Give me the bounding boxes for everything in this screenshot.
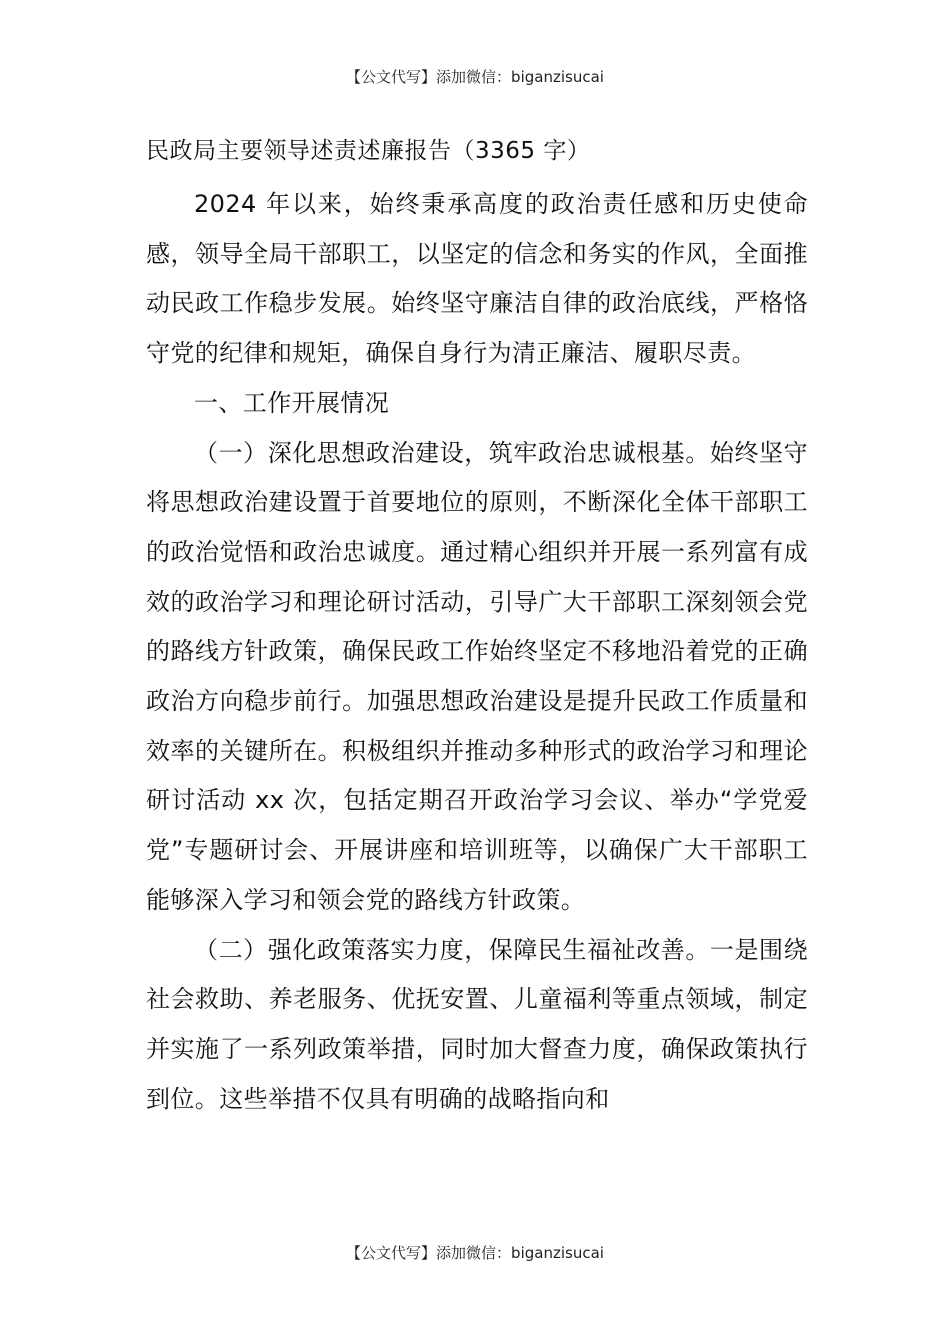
paragraph-subsection-2: （二）强化政策落实力度，保障民生福祉改善。一是围绕社会救助、养老服务、优抚安置、儿童福利等重点领域，制定并实施了一系列政策举措，同时加大督查力度，确保政策执行到位。这些举措不仅具有明确的战略指向和 [146, 935, 808, 1113]
paragraph-subsection-1: （一）深化思想政治建设，筑牢政治忠诚根基。始终坚守将思想政治建设置于首要地位的原则，不断深化全体干部职工的政治觉悟和政治忠诚度。通过精心组织并开展一系列富有成效的政治学习和理论研讨活动，引导广大干部职工深刻领会党的路线方针政策，确保民政工作始终坚定不移地沿着党的正确政治方向稳步前行。加强思想政治建设是提升民政工作质量和效率的关键所在。积极组织并推动多种形式的政治学习和理论研讨活动 xx 次，包括定期召开政治学习会议、举办“学党爱党”专题研讨会、开展讲座和培训班等，以确保广大干部职工能够深入学习和领会党的路线方针政策。 [146, 438, 808, 914]
page-header: 【公文代写】添加微信：biganzisucai [346, 68, 604, 86]
page-footer: 【公文代写】添加微信：biganzisucai [346, 1244, 604, 1262]
document-title: 民政局主要领导述责述廉报告（3365 字） [146, 138, 591, 164]
document-body [146, 180, 808, 1124]
section-heading: 一、工作开展情况 [194, 388, 390, 417]
paragraph-intro: 2024 年以来，始终秉承高度的政治责任感和历史使命感，领导全局干部职工，以坚定的信念和务实的作风，全面推动民政工作稳步发展。始终坚守廉洁自律的政治底线，严格恪守党的纪律和规矩，确保自身行为清正廉洁、履职尽责。 [146, 190, 808, 368]
